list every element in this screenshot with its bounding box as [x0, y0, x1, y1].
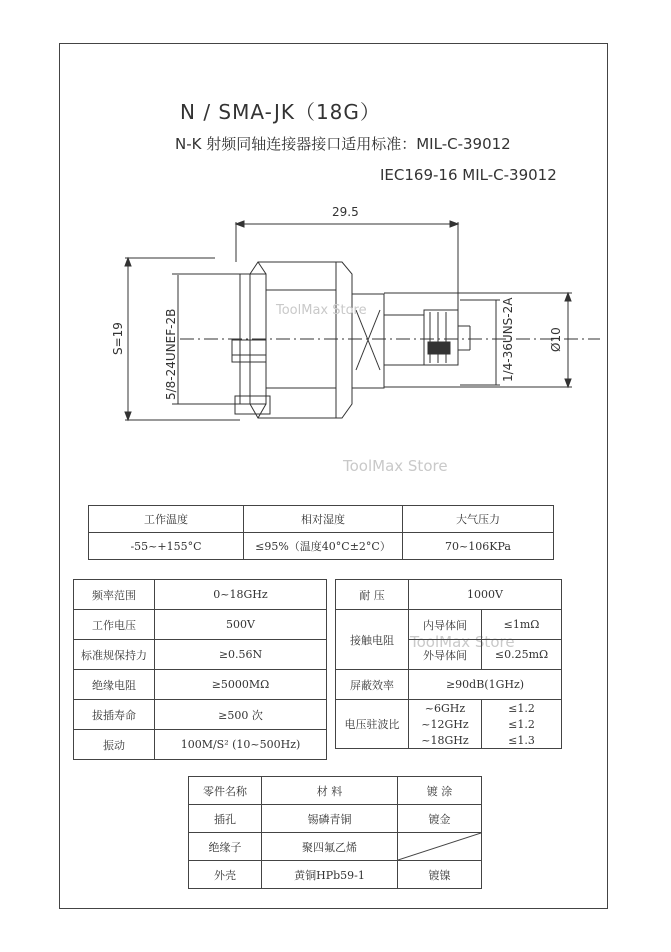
vswr-value: ≤1.2 [482, 716, 562, 732]
table-row [74, 700, 327, 730]
table-row [74, 730, 327, 760]
vswr-value: ≤1.2 [482, 700, 562, 717]
table-row [189, 861, 482, 889]
inner-value: ≤1mΩ [482, 610, 562, 640]
vswr-label: 电压驻波比 [336, 700, 409, 749]
env-value: ≤95%（温度40°C±2°C） [244, 533, 403, 560]
table-row [74, 610, 327, 640]
thread-left-label: 5/8-24UNEF-2B [164, 308, 178, 400]
material-header: 材 料 [262, 777, 398, 805]
spec-label: 标准规保持力 [74, 640, 155, 670]
part-name: 插孔 [189, 805, 262, 833]
outer-label: 外导体间 [409, 640, 482, 670]
part-plating-empty [398, 833, 482, 861]
vswr-freq: ~12GHz [409, 716, 482, 732]
table-row [74, 640, 327, 670]
thread-right-label: 1/4-36UNS-2A [501, 297, 515, 382]
part-material: 黄铜HPb59-1 [262, 861, 398, 889]
part-name: 外壳 [189, 861, 262, 889]
part-plating: 镀镍 [398, 861, 482, 889]
spec-value: ≥500 次 [155, 700, 327, 730]
spec-value: ≥0.56N [155, 640, 327, 670]
material-header: 镀 涂 [398, 777, 482, 805]
standard-line-1: N-K 射频同轴连接器接口适用标准：MIL-C-39012 [175, 135, 511, 153]
part-material: 锡磷青铜 [262, 805, 398, 833]
spec-label: 振动 [74, 730, 155, 760]
vswr-freq: ~6GHz [409, 700, 482, 717]
env-header: 相对湿度 [244, 506, 403, 533]
part-name: 绝缘子 [189, 833, 262, 861]
env-header: 大气压力 [403, 506, 554, 533]
material-header: 零件名称 [189, 777, 262, 805]
shield-label: 屏蔽效率 [336, 670, 409, 700]
vswr-value: ≤1.3 [482, 732, 562, 749]
spec-value: 100M/S² (10~500Hz) [155, 730, 327, 760]
env-header: 工作温度 [89, 506, 244, 533]
dim-dia-label: Ø10 [549, 327, 563, 352]
withstand-value: 1000V [409, 580, 562, 610]
watermark: ToolMax Store [410, 633, 515, 651]
spec-label: 绝缘电阻 [74, 670, 155, 700]
outer-value: ≤0.25mΩ [482, 640, 562, 670]
spec-value: ≥5000MΩ [155, 670, 327, 700]
table-row [189, 805, 482, 833]
dim-s-label: S=19 [111, 322, 125, 355]
spec-value: 0~18GHz [155, 580, 327, 610]
shield-value: ≥90dB(1GHz) [409, 670, 562, 700]
watermark: ToolMax Store [343, 457, 448, 475]
standard-line-2: IEC169-16 MIL-C-39012 [380, 166, 557, 184]
env-value: -55~+155°C [89, 533, 244, 560]
table-row [74, 580, 327, 610]
environment-table [88, 505, 554, 560]
page-title: N / SMA-JK（18G） [180, 100, 381, 124]
spec-label: 频率范围 [74, 580, 155, 610]
table-row [74, 670, 327, 700]
spec-table-right [335, 579, 562, 749]
table-row [189, 833, 482, 861]
diagonal-line [398, 833, 481, 860]
vswr-freq: ~18GHz [409, 732, 482, 749]
spec-label: 工作电压 [74, 610, 155, 640]
part-material: 聚四氟乙烯 [262, 833, 398, 861]
spec-table-left [73, 579, 327, 760]
withstand-label: 耐 压 [336, 580, 409, 610]
spec-value: 500V [155, 610, 327, 640]
part-plating: 镀金 [398, 805, 482, 833]
material-table [188, 776, 482, 889]
watermark: ToolMax Store [276, 303, 367, 318]
inner-label: 内导体间 [409, 610, 482, 640]
spec-label: 拔插寿命 [74, 700, 155, 730]
dim-length-label: 29.5 [332, 205, 359, 219]
contact-label: 接触电阻 [336, 610, 409, 670]
env-value: 70~106KPa [403, 533, 554, 560]
